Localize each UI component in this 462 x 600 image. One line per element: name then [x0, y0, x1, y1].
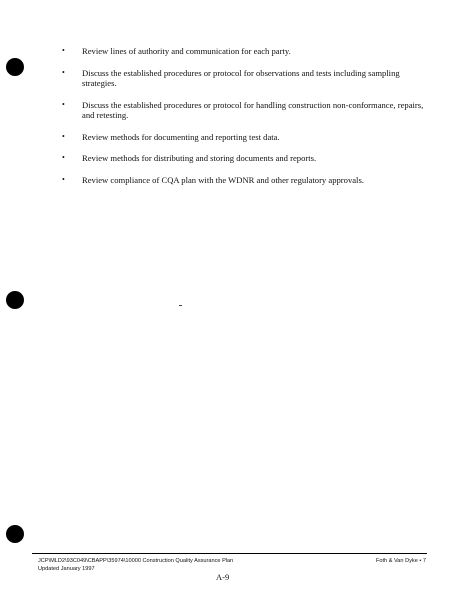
bullet-list [62, 46, 432, 196]
list-item-text: Discuss the established procedures or protocol for observations and tests including sampling strategies. [82, 67, 400, 88]
list-item [62, 175, 432, 186]
list-item [62, 68, 432, 89]
list-item [62, 153, 432, 164]
page-number: A-9 [216, 572, 230, 582]
footer-updated-date: Updated January 1997 [38, 565, 95, 572]
list-item [62, 46, 432, 57]
list-item-text: Discuss the established procedures or protocol for handling construction non-conformance, repairs, and retesting. [82, 99, 424, 120]
list-item [62, 100, 432, 121]
bullet-icon: • [62, 174, 65, 184]
list-item-text: Review methods for distributing and storing documents and reports. [82, 153, 317, 163]
bullet-icon: • [62, 67, 65, 77]
bullet-icon: • [62, 99, 65, 109]
list-item-text: Review lines of authority and communication for each party. [82, 46, 291, 56]
footer-left [38, 558, 233, 573]
bullet-icon: • [62, 131, 65, 141]
list-item-text: Review compliance of CQA plan with the WDNR and other regulatory approvals. [82, 174, 364, 185]
binder-punch-hole [6, 525, 24, 543]
list-item [62, 132, 432, 143]
binder-punch-hole [6, 58, 24, 76]
footer-file-path: JCP\MLD2\93C049\CBAPP\35974\10000 Construction Quality Assurance Plan [38, 558, 234, 564]
scan-speck [179, 305, 182, 306]
footer-divider [32, 553, 427, 554]
bullet-icon: • [62, 46, 65, 55]
list-item-text: Review methods for documenting and reporting test data. [82, 131, 280, 142]
footer-company-page: Foth & Van Dyke • 7 [375, 558, 426, 564]
bullet-icon: • [62, 153, 65, 162]
binder-punch-hole [6, 291, 24, 309]
